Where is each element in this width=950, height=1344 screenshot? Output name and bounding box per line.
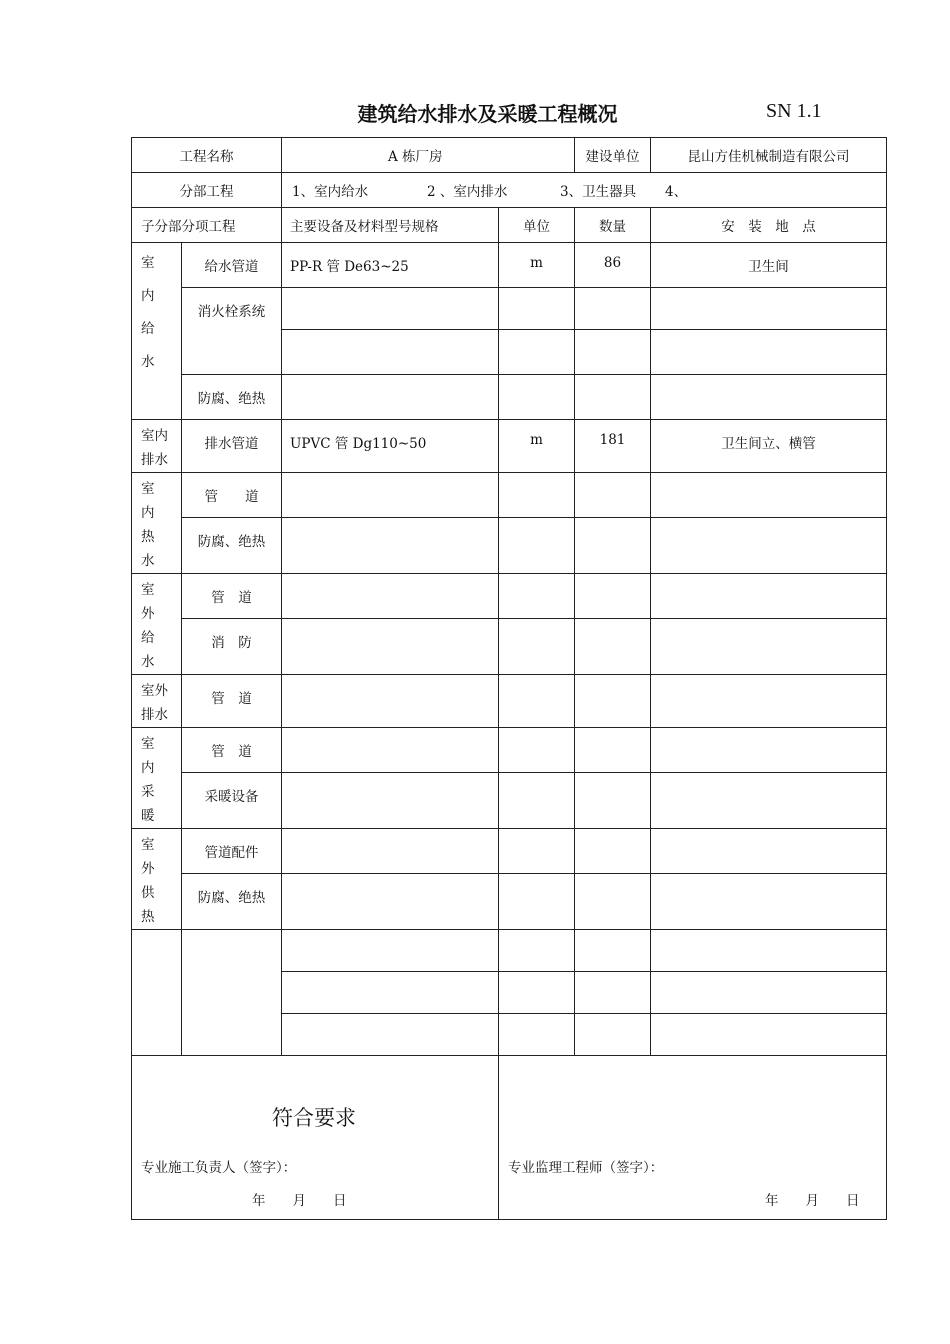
col-qty: 数量 [575,208,651,243]
col-location: 安 装 地 点 [651,208,887,243]
divisions [282,173,887,208]
project-name-label: 工程名称 [132,138,282,173]
table-row [132,619,887,675]
supervisor-date: 年 月 日 [765,1193,860,1209]
table-row [132,420,887,473]
signoff-left [132,1056,499,1220]
column-header-row [132,208,887,243]
table-row [132,829,887,874]
item-label: 消火栓系统 [182,288,282,375]
group-label-outdoor-drainage: 室外 排水 [132,675,182,728]
item-label: 管 道 [182,728,282,773]
col-spec: 主要设备及材料型号规格 [282,208,499,243]
col-sub: 子分部分项工程 [132,208,282,243]
item-label: 防腐、绝热 [182,375,282,420]
qty-cell: 86 [575,243,651,288]
table-row [132,728,887,773]
overview-table [131,137,887,1220]
group-label-outdoor-heat-supply: 室 外 供 热 [132,829,182,930]
item-label: 管 道 [182,675,282,728]
info-row-division [132,173,887,208]
item-label: 消 防 [182,619,282,675]
item-label: 管 道 [182,473,282,518]
construction-lead-signature-label: 专业施工负责人（签字）： [141,1160,297,1176]
group-label-indoor-water-supply: 室 内 给 水 [132,243,182,420]
unit-cell: m [499,420,575,473]
unit-cell: m [499,243,575,288]
builder-value: 昆山方佳机械制造有限公司 [651,138,887,173]
signoff-right [499,1056,887,1220]
location-cell: 卫生间 [651,243,887,288]
table-row [132,773,887,829]
item-label: 排水管道 [182,420,282,473]
group-label-indoor-drainage: 室内 排水 [132,420,182,473]
group-label-outdoor-water-supply: 室 外 给 水 [132,574,182,675]
item-label: 管 道 [182,574,282,619]
info-row-project [132,138,887,173]
table-row [132,518,887,574]
table-row [132,874,887,930]
signoff-row [132,1056,887,1220]
col-unit: 单位 [499,208,575,243]
item-label: 防腐、绝热 [182,518,282,574]
group-label-indoor-heating: 室 内 采 暖 [132,728,182,829]
builder-label: 建设单位 [575,138,651,173]
item-label: 管道配件 [182,829,282,874]
item-label: 采暖设备 [182,773,282,829]
project-name-value: A 栋厂房 [282,138,575,173]
form-code: SN 1.1 [766,100,822,122]
inspection-result: 符合要求 [272,1106,356,1130]
table-row [132,930,887,972]
division-label: 分部工程 [132,173,282,208]
table-row [132,675,887,728]
supervisor-signature-label: 专业监理工程师（签字）： [508,1160,664,1176]
item-label: 防腐、绝热 [182,874,282,930]
division-1: 1、室内给水 [292,184,369,200]
division-4: 4、 [665,184,688,200]
table-row [132,574,887,619]
document-title: 建筑给水排水及采暖工程概况 [357,102,618,126]
division-2: 2 、室内排水 [427,184,508,200]
table-row [132,375,887,420]
division-3: 3、卫生器具 [560,184,637,200]
table-row [132,243,887,288]
table-row [132,288,887,330]
spec-cell: UPVC 管 Dg110~50 [282,420,499,473]
item-label: 给水管道 [182,243,282,288]
qty-cell: 181 [575,420,651,473]
table-row [132,473,887,518]
group-label-indoor-hot-water: 室 内 热 水 [132,473,182,574]
construction-lead-date: 年 月 日 [252,1193,347,1209]
location-cell: 卫生间立、横管 [651,420,887,473]
spec-cell: PP-R 管 De63~25 [282,243,499,288]
